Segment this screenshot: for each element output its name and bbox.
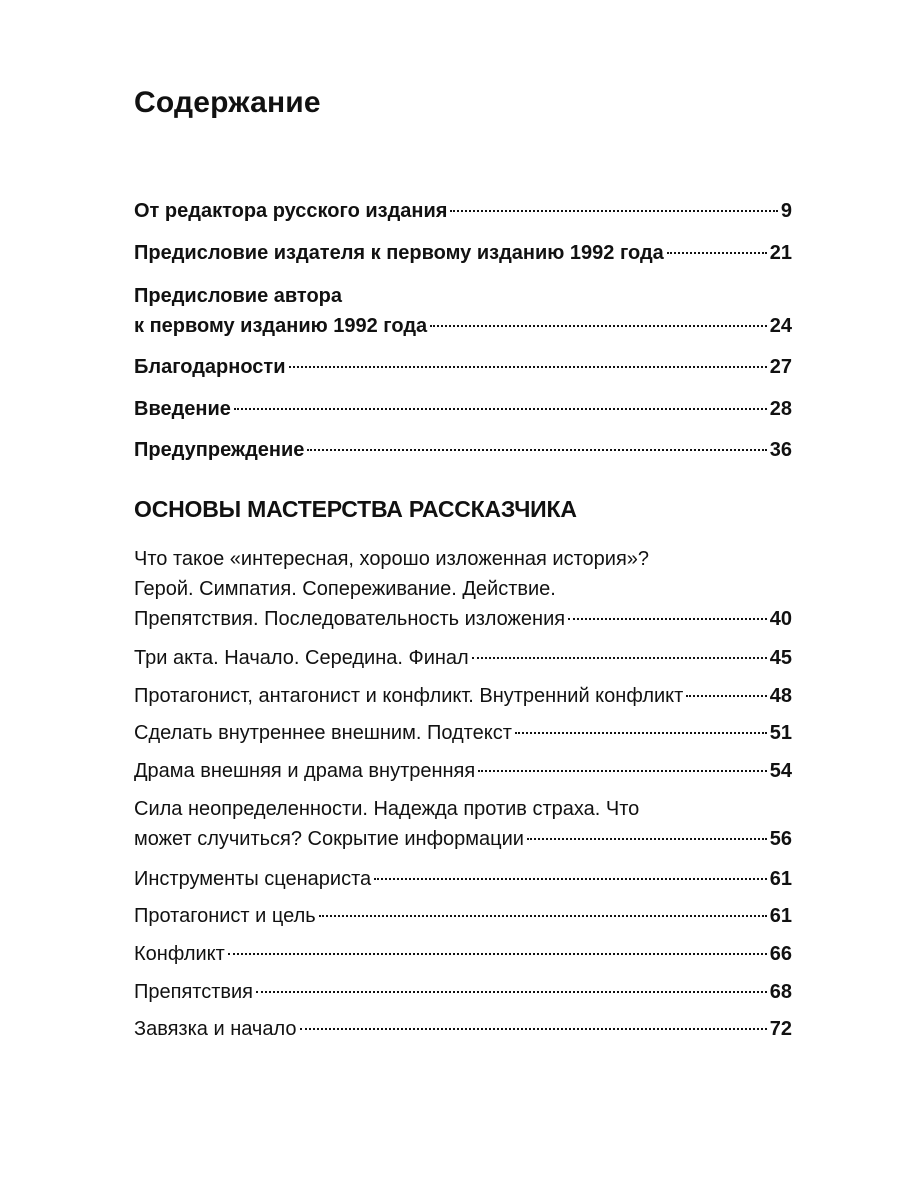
toc-entry[interactable] [134,238,792,268]
toc-entry-line: Предисловие автора [134,285,342,307]
toc-entry-label: Введение [134,398,231,420]
toc-entry[interactable] [134,901,792,931]
leader-dots [450,210,777,212]
leader-dots [667,252,767,254]
leader-dots [430,325,767,327]
toc-entry[interactable] [134,435,792,465]
toc-page-number: 36 [769,439,792,461]
leader-dots [472,657,767,659]
toc-entry-label: Сделать внутреннее внешним. Подтекст [134,722,512,744]
leader-dots [234,408,767,410]
toc-entry-line: Сила неопределенности. Надежда против страха. Что [134,798,640,820]
toc-entry[interactable] [134,681,792,711]
toc-page-number: 72 [769,1018,792,1040]
toc-entry[interactable] [134,1014,792,1044]
toc-page-number: 61 [769,905,792,927]
leader-dots [686,695,766,697]
toc-entry[interactable] [134,643,792,673]
toc-entry[interactable] [134,756,792,786]
leader-dots [256,991,767,993]
toc-entry-label: Протагонист и цель [134,905,316,927]
toc-entry-label: может случиться? Сокрытие информации [134,828,524,850]
leader-dots [515,732,767,734]
toc-page-number: 61 [769,868,792,890]
toc-entry[interactable] [134,794,792,854]
toc-entry[interactable] [134,352,792,382]
toc-entry-label: Завязка и начало [134,1018,297,1040]
page-title: Содержание [134,86,321,119]
toc-entry-line: Что такое «интересная, хорошо изложенная история»? [134,548,650,570]
toc-page-number: 9 [780,200,792,222]
toc-entry-label: Предупреждение [134,439,305,461]
toc-page-number: 45 [769,647,792,669]
toc-entry-label: От редактора русского издания [134,200,448,222]
toc-entry-label: Препятствия [134,981,254,1003]
toc-page-number: 24 [769,315,792,337]
toc-page-number: 56 [769,828,792,850]
toc-entry[interactable] [134,718,792,748]
toc-entry[interactable] [134,394,792,424]
toc-entry-label: Три акта. Начало. Середина. Финал [134,647,469,669]
toc-entry[interactable] [134,939,792,969]
toc-entry-line: Герой. Симпатия. Сопереживание. Действие. [134,578,556,600]
leader-dots [568,618,767,620]
toc-entry-label: Благодарности [134,356,286,378]
toc-entry-label: Конфликт [134,943,225,965]
toc-page-number: 51 [769,722,792,744]
toc-page-number: 21 [769,242,792,264]
section-heading: ОСНОВЫ МАСТЕРСТВА РАССКАЗЧИКА [134,496,577,522]
toc-page-number: 40 [769,608,792,630]
leader-dots [478,770,767,772]
toc-entry-label: Предисловие издателя к первому изданию 1992 года [134,242,664,264]
toc-page-number: 54 [769,760,792,782]
leader-dots [319,915,767,917]
toc-page-number: 48 [769,685,792,707]
toc-entry-label: Протагонист, антагонист и конфликт. Внутренний конфликт [134,685,684,707]
toc-page-number: 27 [769,356,792,378]
toc-entry[interactable] [134,196,792,226]
toc-page-number: 68 [769,981,792,1003]
leader-dots [374,878,767,880]
leader-dots [527,838,767,840]
toc-entry-label: Инструменты сценариста [134,868,372,890]
toc-entry[interactable] [134,544,792,634]
toc-entry[interactable] [134,864,792,894]
leader-dots [307,449,766,451]
toc-entry-label: к первому изданию 1992 года [134,315,428,337]
leader-dots [300,1028,767,1030]
leader-dots [289,366,767,368]
toc-page-number: 28 [769,398,792,420]
toc-page-number: 66 [769,943,792,965]
toc-entry[interactable] [134,281,792,341]
leader-dots [228,953,767,955]
toc-entry-label: Драма внешняя и драма внутренняя [134,760,476,782]
toc-entry[interactable] [134,977,792,1007]
toc-entry-label: Препятствия. Последовательность изложения [134,608,566,630]
